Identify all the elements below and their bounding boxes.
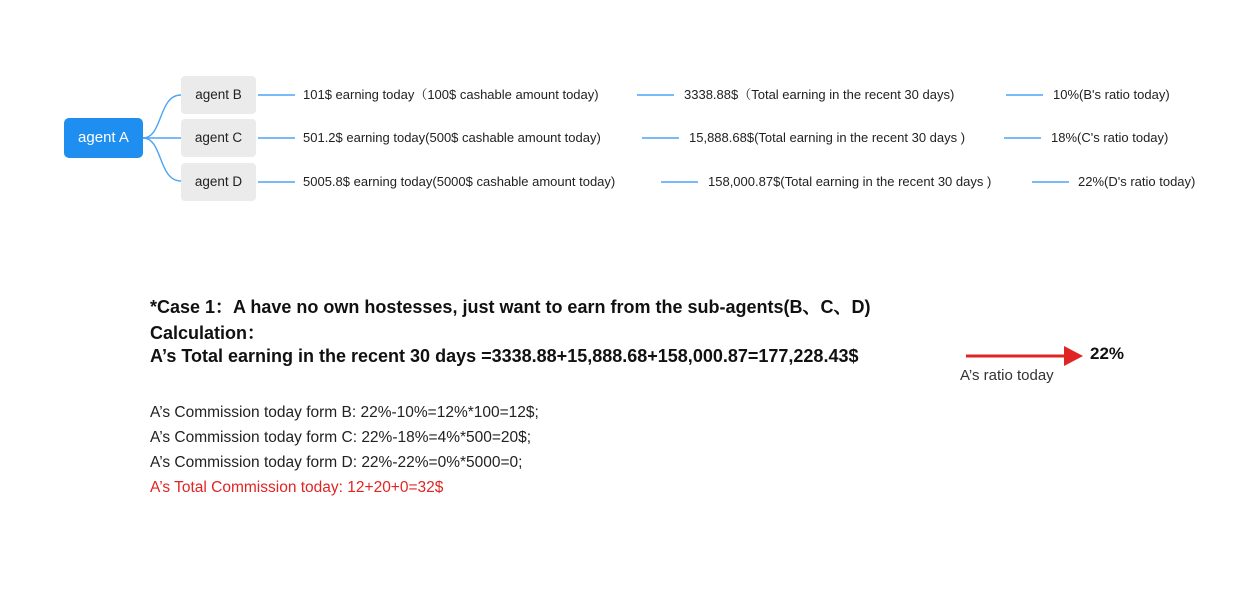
agent-b-total: 3338.88$（Total earning in the recent 30 days) bbox=[684, 87, 955, 102]
agent-d-ratio: 22%(D's ratio today) bbox=[1078, 174, 1196, 189]
connector-root-d bbox=[143, 138, 181, 181]
child-node-agent-b: agent B bbox=[181, 76, 256, 114]
child-node-agent-d: agent D bbox=[181, 163, 256, 201]
case-description: *Case 1：A have no own hostesses, just want to earn from the sub-agents(B、C、D) bbox=[150, 297, 871, 317]
root-node-agent-a: agent A bbox=[64, 118, 143, 158]
total-commission: A’s Total Commission today: 12+20+0=32$ bbox=[150, 479, 444, 496]
agent-d-earning: 5005.8$ earning today(5000$ cashable amount today) bbox=[303, 174, 616, 189]
agent-b-ratio: 10%(B's ratio today) bbox=[1053, 87, 1170, 102]
calculation-heading: Calculation： bbox=[150, 323, 266, 343]
child-node-agent-c: agent C bbox=[181, 119, 256, 157]
agent-c-ratio: 18%(C's ratio today) bbox=[1051, 130, 1169, 145]
commission-from-c: A’s Commission today form C: 22%-18%=4%*500=20$; bbox=[150, 429, 532, 446]
agent-b-earning: 101$ earning today（100$ cashable amount today) bbox=[303, 87, 599, 102]
connector-root-b bbox=[143, 95, 181, 138]
ratio-result-value: 22% bbox=[1090, 344, 1125, 363]
agent-c-total: 15,888.68$(Total earning in the recent 30 days ) bbox=[689, 130, 966, 145]
ratio-result-caption: A’s ratio today bbox=[960, 367, 1054, 384]
agent-d-total: 158,000.87$(Total earning in the recent 30 days ) bbox=[708, 174, 992, 189]
commission-from-d: A’s Commission today form D: 22%-22%=0%*5000=0; bbox=[150, 454, 523, 471]
red-arrow-head bbox=[1064, 346, 1083, 366]
agent-c-earning: 501.2$ earning today(500$ cashable amount today) bbox=[303, 130, 601, 145]
commission-from-b: A’s Commission today form B: 22%-10%=12%*100=12$; bbox=[150, 404, 539, 421]
total-earning-formula: A’s Total earning in the recent 30 days =3338.88+15,888.68+158,000.87=177,228.43$ bbox=[150, 346, 859, 366]
